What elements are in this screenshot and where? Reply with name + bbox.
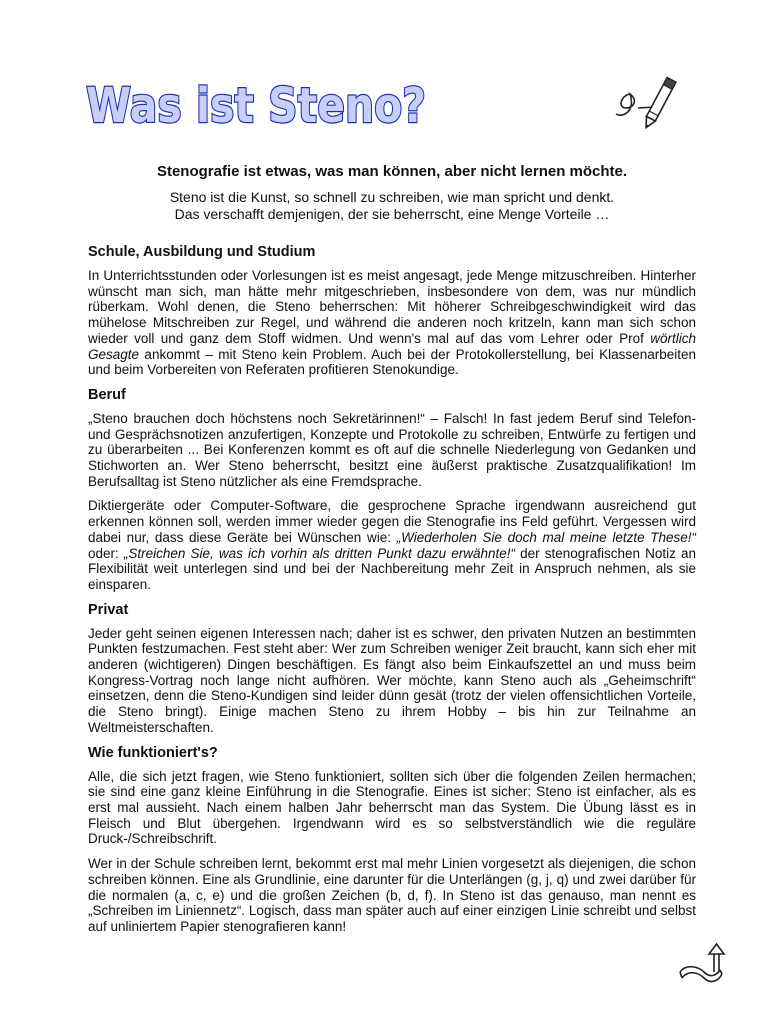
text-run: der stenografischen Notiz an Flexibilität weit unterlegen sind und bei der Nachbereitung mehr Zeit in Anspruch nehmen, als sie einsparen. <box>88 545 696 592</box>
section-heading: Wie funktioniert's? <box>88 744 218 761</box>
section-heading: Schule, Ausbildung und Studium <box>88 244 316 260</box>
paragraph: Jeder geht seinen eigenen Interessen nach; daher ist es schwer, den privaten Nutzen an bestimmten Punkten festzumachen. Fest steht aber: Wer zum Schreiben weniger Zeit braucht, kann sich eher mit anderen (wichtigeren) Dingen beschäftigen. Es fängt also beim Einkaufszettel an und muss beim Kongress-Vortrag noch lange nicht aufhören. Wer möchte, kann Steno auch als „Geheimschrift“ einsetzen, denn die Steno-Kundigen sind leider dünn gesät (trotz der vielen offensichtlichen Vorteile, die Steno bringt). Einige machen Steno zu ihrem Hobby – bis hin zur Teilnahme an Weltmeisterschaften. <box>88 625 696 735</box>
text-run: Diktiergeräte oder Computer-Software, die gesprochene Sprache irgendwann ausreichend gut erkennen können soll, werden immer wieder gegen die Stenografie ins Feld geführt. Vergessen wird dabei nur, dass diese Geräte bei Wünschen wie: <box>88 498 696 545</box>
text-run: In Unterrichtsstunden oder Vorlesungen ist es meist angesagt, jede Menge mitzuschreiben. Hinterher wünscht man sich, man hätte mehr mitgeschrieben, insbesondere von dem, was nur mündlich rüberkam. Wohl denen, die Steno beherrschen: Mit höherer Schreibgeschwindigkeit wird das mühelose Mitschreiben zur Regel, und während die anderen noch kritzeln, kann man sich schon wieder voll und ganz dem Stoff widmen. Und wenn's mal auf das vom Lehrer oder Prof <box>88 268 696 346</box>
paragraph: Wer in der Schule schreiben lernt, bekommt erst mal mehr Linien vorgesetzt als diejenigen, die schon schreiben können. Eine als Grundlinie, eine darunter für die Unterlängen (g, j, q) und zwei darüber für die normalen (a, c, e) und die großen Zeichen (b, d, f). In Steno ist das genauso, man nennt es „Schreiben im Liniennetz“. Logisch, dass man später auch auf einer einzigen Linie schreibt und selbst auf unliniertem Papier stenografieren kann! <box>88 856 696 934</box>
text-run: oder: <box>88 545 124 561</box>
title-text: Was ist Steno? <box>86 78 426 134</box>
subtitle: Stenografie ist etwas, was man können, aber nicht lernen möchte. <box>156 163 628 180</box>
section-privat <box>88 602 696 736</box>
emphasis-text: „Streichen Sie, was ich vorhin als dritten Punkt dazu erwähnte!“ <box>123 545 515 561</box>
turn-page-arrow-icon[interactable] <box>676 942 728 988</box>
text-run: ankommt – mit Steno kein Problem. Auch bei der Protokollerstellung, bei Klassenarbeiten und beim Vorbereiten von Referaten profitieren Stenokundige. <box>88 346 696 378</box>
paragraph <box>88 268 696 378</box>
section-beruf <box>88 387 696 593</box>
paragraph <box>88 498 696 592</box>
paragraph: „Steno brauchen doch höchstens noch Sekretärinnen!“ – Falsch! In fast jedem Beruf sind Telefon- und Gesprächsnotizen anzufertigen, Konzepte und Protokolle zu schreiben, Entwürfe zu fertigen und zu überarbeiten ... Bei Konferenzen kommt es oft auf die schnelle Niederlegung von Gedanken und Stichworten an. Wer Steno beherrscht, besitzt eine äußerst praktische Zusatzqualifikation! Im Berufsalltag ist Steno nützlicher als eine Fremdsprache. <box>88 410 696 489</box>
document-title <box>80 70 440 136</box>
main-content <box>88 244 696 935</box>
section-funktion <box>88 745 696 935</box>
section-heading: Beruf <box>88 386 126 403</box>
intro-line: Steno ist die Kunst, so schnell zu schreiben, wie man spricht und denkt. <box>169 189 615 205</box>
section-heading: Privat <box>88 601 129 618</box>
emphasis-text: „Wiederholen Sie doch mal meine letzte These!“ <box>396 529 697 545</box>
intro-block <box>86 189 698 223</box>
intro-line: Das verschafft demjenigen, der sie beherrscht, eine Menge Vorteile … <box>174 206 610 222</box>
emphasis-text: wörtlich Gesagte <box>88 330 696 362</box>
pen-writing-icon <box>612 64 686 126</box>
paragraph: Alle, die sich jetzt fragen, wie Steno funktioniert, sollten sich über die folgenden Zeilen hermachen; sie sind eine ganz kleine Einführung in die Stenografie. Eines ist sicher: Steno ist einfacher, als es erst mal aussieht. Nach einem halben Jahr beherrscht man das System. Die Übung lässt es in Fleisch und Blut übergehen. Irgendwann wird es so selbstverständlich wie die reguläre Druck-/Schreibschrift. <box>88 768 696 847</box>
section-schule <box>88 244 696 378</box>
